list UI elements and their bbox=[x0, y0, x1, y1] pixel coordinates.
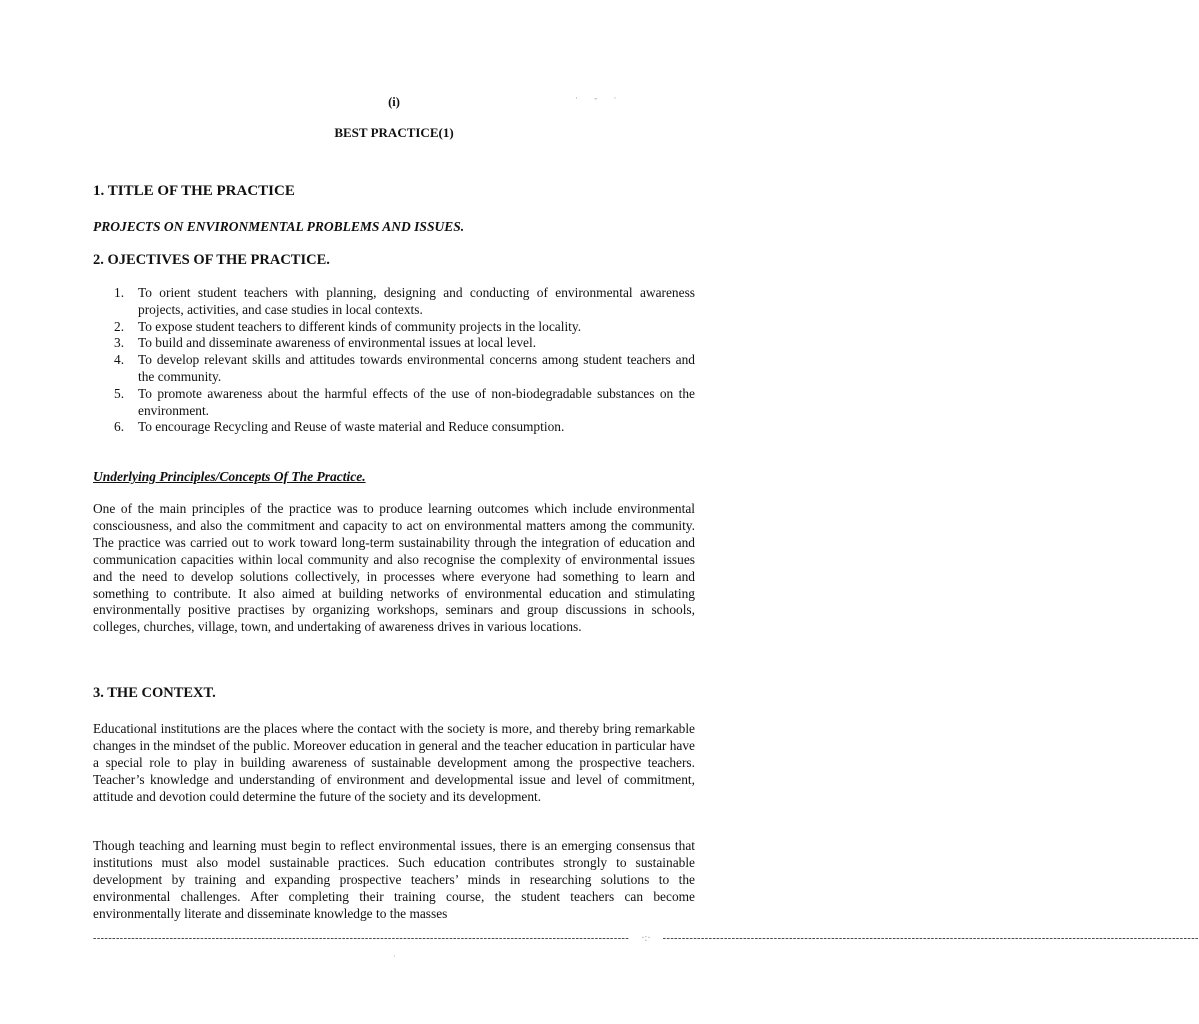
objective-text: To build and disseminate awareness of environmental issues at local level. bbox=[138, 335, 537, 351]
footer-mark: ·:· bbox=[641, 933, 651, 944]
principles-heading: Underlying Principles/Concepts Of The Practice. bbox=[93, 469, 366, 484]
objective-item bbox=[93, 335, 695, 352]
objective-number: 2. bbox=[114, 318, 125, 334]
section-heading-objectives: 2. OJECTIVES OF THE PRACTICE. bbox=[93, 252, 330, 268]
objective-number: 4. bbox=[114, 352, 125, 368]
practice-title: PROJECTS ON ENVIRONMENTAL PROBLEMS AND ISSUES. bbox=[93, 219, 465, 234]
footer-dashes-right: -------------------------------------------------------------------------------------------------------------------------------------------- bbox=[662, 933, 1199, 944]
context-paragraph-2: Though teaching and learning must begin to reflect environmental issues, there is an emerging consensus that institutions must also model sustainable practices. Such education contributes strongly to sustainable development by training and expanding prospective teachers’ minds in researching solutions to the environmental challenges. After completing their training course, the student teachers can become environmentally literate and disseminate knowledge to the masses bbox=[93, 838, 695, 921]
objective-item bbox=[93, 285, 695, 319]
objective-text: To promote awareness about the harmful effects of the use of non-biodegradable substances on the environment. bbox=[138, 385, 695, 418]
section-heading-title: 1. TITLE OF THE PRACTICE bbox=[93, 183, 295, 199]
objective-item bbox=[93, 319, 695, 336]
objective-text: To orient student teachers with planning, designing and conducting of environmental awareness projects, activities, and case studies in local contexts. bbox=[138, 285, 695, 317]
scan-artifact-marks: · - · bbox=[575, 93, 624, 103]
footer-dashes-left: -------------------------------------------------------------------------------------------------------------------------------------------- bbox=[93, 933, 630, 944]
context-paragraph-1: Educational institutions are the places where the contact with the society is more, and thereby bring remarkable changes in the mindset of the public. Moreover education in general and the teacher education in particular have a special role to play in building awareness of sustainable development among the prospective teachers. Teacher’s knowledge and understanding of environment and developmental issue and level of commitment, attitude and devotion could determine the future of the society and its development. bbox=[93, 721, 695, 804]
principles-paragraph: One of the main principles of the practice was to produce learning outcomes which include environmental consciousness, and also the commitment and capacity to act on environmental matters among the community. The practice was carried out to work toward long-term sustainability through the integration of education and communication capacities within local community and also recognise the complexity of environmental issues and the need to develop solutions collectively, in processes where everyone had something to learn and something to contribute. It also aimed at building networks of environmental education and stimulating environmentally positive practises by organizing workshops, seminars and group discussions in schools, colleges, churches, village, town, and undertaking of awareness drives in various locations. bbox=[93, 501, 695, 635]
section-heading-context: 3. THE CONTEXT. bbox=[93, 685, 216, 701]
document-title: BEST PRACTICE(1) bbox=[334, 125, 454, 140]
objective-item bbox=[93, 352, 695, 386]
objective-item bbox=[93, 386, 695, 420]
objective-number: 3. bbox=[114, 335, 125, 351]
objective-number: 6. bbox=[114, 419, 125, 435]
objective-number: 5. bbox=[114, 385, 125, 401]
objectives-list bbox=[93, 285, 695, 436]
objective-number: 1. bbox=[114, 285, 125, 300]
footer-divider bbox=[93, 933, 1199, 944]
objective-text: To expose student teachers to different kinds of community projects in the locality. bbox=[138, 318, 582, 334]
footer-dot: · bbox=[393, 952, 396, 961]
document-page bbox=[93, 0, 1199, 1024]
objective-item bbox=[93, 419, 695, 436]
objective-text: To develop relevant skills and attitudes towards environmental concerns among student teachers and the community. bbox=[138, 352, 695, 384]
objective-text: To encourage Recycling and Reuse of waste material and Reduce consumption. bbox=[138, 419, 565, 435]
page-number: (i) bbox=[388, 95, 400, 109]
